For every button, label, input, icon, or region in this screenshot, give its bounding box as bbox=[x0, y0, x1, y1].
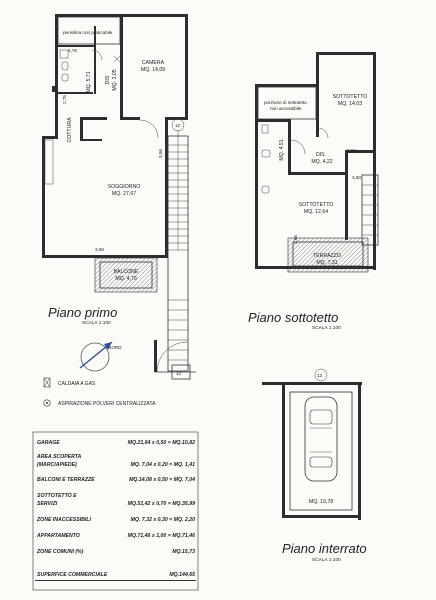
table-row-label-appartamento: APPARTAMENTO bbox=[37, 533, 80, 539]
stair-tag-interrato: 12 bbox=[317, 373, 323, 378]
floor-plan-piano-primo bbox=[42, 14, 196, 379]
room-name-camera: CAMERA bbox=[141, 60, 165, 66]
room-area-sottotetto-1: MQ. 14,03 bbox=[337, 101, 363, 107]
room-name-balcone: BALCONE bbox=[113, 269, 139, 275]
legend bbox=[44, 342, 156, 407]
stair-tag-primo-bottom: 12 bbox=[176, 371, 182, 376]
room-area-balcone: MQ. 4,70 bbox=[115, 276, 137, 282]
title-piano-interrato: Piano interrato bbox=[282, 541, 367, 556]
table-row-formula-garage: MQ.21,64 x 0,50 = MQ.10,82 bbox=[127, 440, 195, 446]
floor-plan-piano-sottotetto bbox=[255, 52, 378, 272]
table-row-formula-balconi: MQ.14,08 x 0,50 = MQ. 7,04 bbox=[129, 477, 195, 483]
room-name-soggiorno: SOGGIORNO bbox=[107, 184, 141, 190]
dimension-label: 3,56 bbox=[158, 149, 163, 158]
room-area-terrazzo: MQ. 7,31 bbox=[316, 260, 338, 266]
pensilina-label: pensilina non praticabile bbox=[63, 30, 113, 35]
table-row-label2-area-scoperta: (MARCIAPIEDE) bbox=[37, 462, 77, 468]
dimension-label: 0,84 bbox=[347, 148, 356, 153]
room-area-camera: MQ. 14,09 bbox=[140, 67, 166, 73]
room-name-dis-primo: DIS bbox=[105, 75, 111, 85]
north-arrow-icon bbox=[80, 342, 122, 371]
room-area-dis-primo: MQ. 2,05 bbox=[112, 69, 118, 91]
room-name-sottotetto-2: SOTTOTETTO bbox=[298, 202, 334, 208]
title-piano-sottotetto: Piano sottotetto bbox=[248, 310, 339, 325]
room-area-garage: MQ. 19,78 bbox=[308, 499, 334, 505]
porzione-label-2: non accessibile bbox=[270, 106, 302, 111]
room-area-sottotetto-2: MQ. 12,64 bbox=[303, 209, 329, 215]
room-area-soggiorno: MQ. 27,67 bbox=[111, 191, 137, 197]
room-name-cottura: COTTURA bbox=[67, 117, 73, 143]
table-row-label-zone-inaccessibili: ZONE INACCESSIBILI bbox=[37, 517, 91, 523]
scale-piano-sottotetto: SCALA 1:100 bbox=[312, 326, 341, 331]
table-row-label-balconi: BALCONI E TERRAZZE bbox=[37, 477, 95, 483]
dimension-label: 2,65 bbox=[293, 235, 298, 244]
legend-aspirazione: ASPIRAZIONE POLVERI CENTRALIZZATA bbox=[58, 401, 156, 407]
table-row-formula-area-scoperta: MQ. 7,04 x 0,20 = MQ. 1,41 bbox=[130, 462, 195, 468]
scale-piano-primo: SCALA 1:100 bbox=[82, 321, 111, 326]
area-table bbox=[33, 432, 198, 590]
table-total-label: SUPERFICE COMMERCIALE bbox=[37, 572, 108, 578]
legend-caldaia: CALDAIA A GAS bbox=[58, 381, 96, 387]
room-name-dis-sottotetto: DIS. bbox=[315, 152, 327, 158]
dimension-label: 2,75 bbox=[62, 95, 67, 104]
room-name-sottotetto-1: SOTTOTETTO bbox=[332, 94, 368, 100]
room-area-bagno-primo: MQ. 5,71 bbox=[86, 71, 92, 93]
title-piano-primo: Piano primo bbox=[48, 305, 118, 320]
floor-plan-piano-interrato bbox=[262, 369, 362, 520]
table-row-label-garage: GARAGE bbox=[37, 440, 60, 446]
compass-label: NORD bbox=[108, 345, 122, 350]
table-row-label2-sottotetto: SERVIZI bbox=[37, 501, 58, 507]
dimension-label: 3,56 bbox=[95, 247, 104, 252]
table-row-formula-zone-inaccessibili: MQ. 7,32 x 0,30 = MQ. 2,20 bbox=[130, 517, 195, 523]
table-row-label-zone-comuni: ZONE COMUNI (%) bbox=[37, 549, 84, 555]
room-area-dis-sottotetto: MQ. 4,22 bbox=[311, 159, 333, 165]
porzione-label: porzione di sottotetto bbox=[264, 100, 307, 105]
table-row-formula-zone-comuni: MQ.15,73 bbox=[172, 549, 195, 555]
scale-piano-interrato: SCALA 1:100 bbox=[312, 558, 341, 563]
table-row-formula-appartamento: MQ.71,46 x 1,00 = MQ.71,46 bbox=[127, 533, 195, 539]
table-row-label-sottotetto: SOTTOTETTO E bbox=[37, 493, 77, 499]
dimension-label: 2,76 bbox=[68, 48, 77, 53]
table-total-value: MQ.144,65 bbox=[169, 572, 195, 578]
table-row-formula-sottotetto: MQ.51,42 x 0,70 = MQ.35,99 bbox=[127, 501, 195, 507]
room-area-bagno-sottotetto: MQ. 4,51 bbox=[279, 139, 285, 161]
dimension-label: 3,60 bbox=[352, 175, 361, 180]
table-row-label-area-scoperta: AREA SCOPERTA bbox=[37, 454, 82, 460]
car-icon bbox=[305, 397, 337, 481]
stair-tag-primo-top: 12 bbox=[175, 123, 181, 128]
room-name-terrazzo: TERRAZZO bbox=[313, 253, 341, 259]
